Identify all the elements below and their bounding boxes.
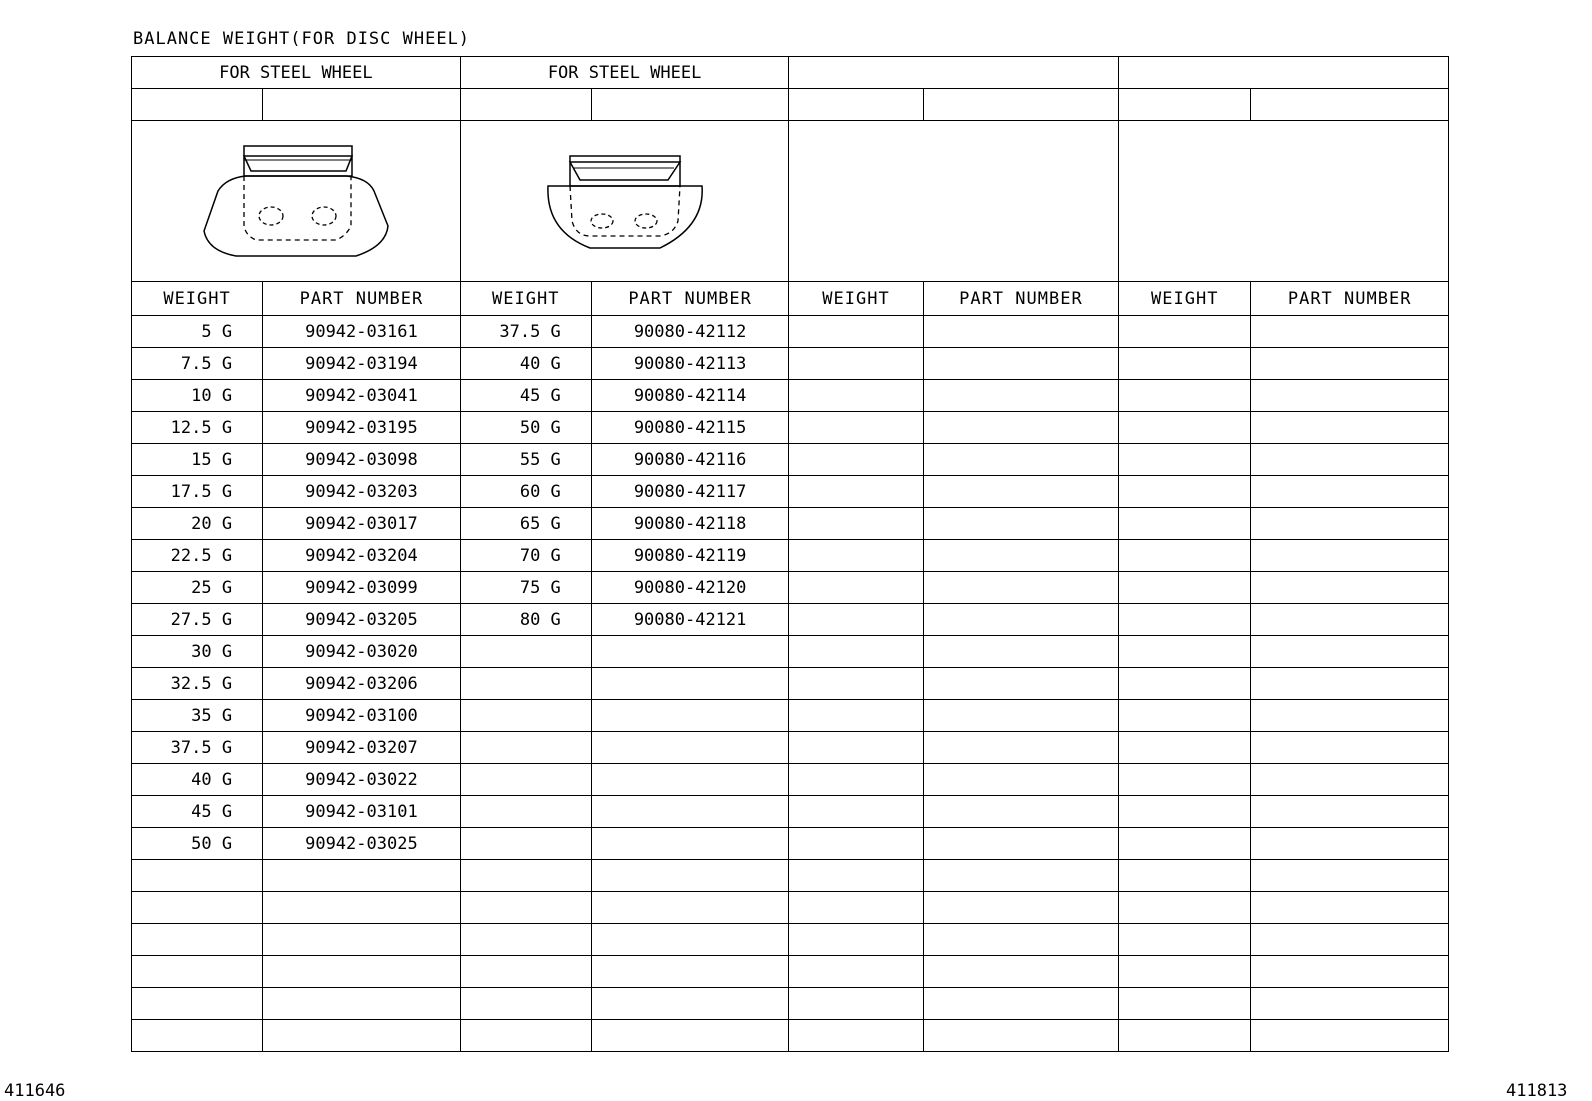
parts-table — [131, 56, 1449, 1052]
part-number-cell — [923, 444, 1119, 476]
subheader-cell — [789, 89, 923, 121]
part-number-cell — [923, 636, 1119, 668]
balance-weight-icon — [540, 146, 710, 256]
weight-cell — [460, 764, 591, 796]
part-number-cell: 90080-42120 — [591, 572, 789, 604]
part-number-cell — [923, 316, 1119, 348]
part-number-cell — [1251, 668, 1449, 700]
weight-cell — [1119, 700, 1251, 732]
weight-cell: 70 G — [460, 540, 591, 572]
weight-cell — [789, 1020, 923, 1052]
part-number-cell — [1251, 636, 1449, 668]
reference-code-left: 411646 — [4, 1081, 66, 1101]
weight-cell: 10 G — [132, 380, 263, 412]
weight-cell — [460, 956, 591, 988]
part-number-cell: 90080-42118 — [591, 508, 789, 540]
weight-cell: 35 G — [132, 700, 263, 732]
part-number-cell — [923, 668, 1119, 700]
weight-cell — [1119, 348, 1251, 380]
part-number-cell: 90942-03206 — [263, 668, 461, 700]
table-row — [132, 476, 1449, 508]
table-row — [132, 316, 1449, 348]
part-number-cell — [591, 764, 789, 796]
part-number-cell — [1251, 604, 1449, 636]
table-row — [132, 540, 1449, 572]
part-number-cell: 90080-42113 — [591, 348, 789, 380]
part-number-cell — [1251, 860, 1449, 892]
part-number-cell: 90942-03020 — [263, 636, 461, 668]
part-number-cell — [1251, 380, 1449, 412]
balance-weight-icon — [196, 136, 396, 266]
weight-cell: 80 G — [460, 604, 591, 636]
weight-cell — [460, 828, 591, 860]
table-row — [132, 348, 1449, 380]
part-number-cell — [591, 956, 789, 988]
weight-cell — [789, 476, 923, 508]
table-row — [132, 956, 1449, 988]
table-row — [132, 796, 1449, 828]
weight-cell: 50 G — [132, 828, 263, 860]
part-number-cell — [591, 732, 789, 764]
part-number-cell — [591, 828, 789, 860]
table-row — [132, 988, 1449, 1020]
table-row — [132, 380, 1449, 412]
weight-cell — [1119, 380, 1251, 412]
part-number-cell — [591, 1020, 789, 1052]
weight-cell — [132, 988, 263, 1020]
weight-cell: 50 G — [460, 412, 591, 444]
part-number-cell — [1251, 316, 1449, 348]
weight-cell — [789, 604, 923, 636]
part-number-cell: 90942-03025 — [263, 828, 461, 860]
part-number-cell: 90942-03161 — [263, 316, 461, 348]
table-row — [132, 604, 1449, 636]
subheader-cell — [132, 89, 263, 121]
part-number-cell: 90942-03098 — [263, 444, 461, 476]
weight-cell — [789, 444, 923, 476]
part-number-cell: 90942-03204 — [263, 540, 461, 572]
weight-cell — [789, 380, 923, 412]
part-number-cell — [923, 572, 1119, 604]
part-number-cell — [263, 988, 461, 1020]
part-number-cell: 90942-03099 — [263, 572, 461, 604]
part-number-cell — [923, 828, 1119, 860]
weight-cell — [1119, 828, 1251, 860]
weight-cell: 45 G — [460, 380, 591, 412]
subheader-cell — [263, 89, 461, 121]
part-number-cell — [1251, 476, 1449, 508]
part-number-cell — [1251, 764, 1449, 796]
weight-cell: 32.5 G — [132, 668, 263, 700]
part-number-cell: 90080-42115 — [591, 412, 789, 444]
part-number-cell: 90942-03194 — [263, 348, 461, 380]
part-number-cell — [591, 988, 789, 1020]
part-number-cell: 90080-42117 — [591, 476, 789, 508]
table-row — [132, 892, 1449, 924]
weight-cell: 65 G — [460, 508, 591, 540]
part-number-cell — [1251, 508, 1449, 540]
weight-header: WEIGHT — [789, 282, 923, 316]
weight-cell — [460, 636, 591, 668]
part-number-cell — [1251, 732, 1449, 764]
weight-cell — [789, 988, 923, 1020]
weight-cell: 40 G — [132, 764, 263, 796]
part-number-cell: 90942-03100 — [263, 700, 461, 732]
part-number-cell — [923, 956, 1119, 988]
part-number-header: PART NUMBER — [1251, 282, 1449, 316]
weight-cell: 17.5 G — [132, 476, 263, 508]
weight-cell — [789, 668, 923, 700]
subheader-cell — [923, 89, 1119, 121]
weight-cell: 60 G — [460, 476, 591, 508]
weight-cell — [132, 860, 263, 892]
subheader-row — [132, 89, 1449, 121]
weight-cell — [1119, 956, 1251, 988]
weight-cell — [789, 316, 923, 348]
part-number-cell — [1251, 892, 1449, 924]
part-number-cell: 90942-03207 — [263, 732, 461, 764]
part-number-cell — [923, 988, 1119, 1020]
part-number-cell — [263, 1020, 461, 1052]
part-number-cell — [1251, 700, 1449, 732]
part-number-header: PART NUMBER — [263, 282, 461, 316]
part-number-cell — [1251, 572, 1449, 604]
table-row — [132, 412, 1449, 444]
illustration-row — [132, 121, 1449, 282]
part-number-cell — [923, 348, 1119, 380]
column-header-row — [132, 282, 1449, 316]
part-number-cell: 90942-03022 — [263, 764, 461, 796]
section-header: FOR STEEL WHEEL — [460, 57, 789, 89]
part-number-cell — [923, 892, 1119, 924]
part-number-cell: 90080-42121 — [591, 604, 789, 636]
weight-cell — [789, 732, 923, 764]
part-number-cell — [591, 700, 789, 732]
part-number-cell — [1251, 924, 1449, 956]
weight-cell — [460, 924, 591, 956]
weight-cell — [789, 572, 923, 604]
part-number-cell — [1251, 828, 1449, 860]
weight-cell: 75 G — [460, 572, 591, 604]
weight-cell: 25 G — [132, 572, 263, 604]
part-number-cell — [923, 540, 1119, 572]
part-number-cell — [1251, 1020, 1449, 1052]
part-number-cell — [1251, 444, 1449, 476]
part-number-cell — [923, 732, 1119, 764]
part-number-cell — [263, 892, 461, 924]
weight-cell — [460, 988, 591, 1020]
section-header — [1119, 57, 1449, 89]
part-number-cell — [923, 700, 1119, 732]
weight-cell — [1119, 764, 1251, 796]
section-header — [789, 57, 1119, 89]
weight-cell — [789, 636, 923, 668]
weight-cell: 30 G — [132, 636, 263, 668]
weight-cell — [789, 796, 923, 828]
illustration-cell — [789, 121, 1119, 282]
part-number-cell: 90080-42116 — [591, 444, 789, 476]
part-number-cell — [1251, 412, 1449, 444]
part-number-cell — [591, 892, 789, 924]
part-number-cell — [1251, 348, 1449, 380]
part-number-cell — [923, 924, 1119, 956]
part-number-cell — [1251, 540, 1449, 572]
weight-cell — [789, 764, 923, 796]
weight-cell — [460, 892, 591, 924]
subheader-cell — [1119, 89, 1251, 121]
weight-cell — [789, 892, 923, 924]
weight-cell — [460, 700, 591, 732]
weight-cell — [789, 348, 923, 380]
weight-cell — [1119, 412, 1251, 444]
part-number-cell: 90080-42119 — [591, 540, 789, 572]
table-row — [132, 700, 1449, 732]
weight-cell — [1119, 444, 1251, 476]
weight-header: WEIGHT — [460, 282, 591, 316]
weight-cell: 12.5 G — [132, 412, 263, 444]
weight-cell — [1119, 508, 1251, 540]
weight-cell — [1119, 668, 1251, 700]
weight-cell — [1119, 924, 1251, 956]
weight-cell: 45 G — [132, 796, 263, 828]
weight-cell: 37.5 G — [132, 732, 263, 764]
weight-cell — [132, 956, 263, 988]
subheader-cell — [1251, 89, 1449, 121]
part-number-header: PART NUMBER — [591, 282, 789, 316]
part-number-cell: 90080-42112 — [591, 316, 789, 348]
table-row — [132, 444, 1449, 476]
weight-cell — [132, 892, 263, 924]
table-row — [132, 860, 1449, 892]
weight-cell — [789, 700, 923, 732]
table-row — [132, 732, 1449, 764]
weight-cell — [1119, 572, 1251, 604]
weight-cell — [460, 860, 591, 892]
weight-cell — [460, 732, 591, 764]
table-row — [132, 1020, 1449, 1052]
weight-cell — [460, 1020, 591, 1052]
weight-cell — [1119, 476, 1251, 508]
part-number-cell — [591, 636, 789, 668]
weight-cell — [789, 924, 923, 956]
weight-cell — [132, 1020, 263, 1052]
weight-cell — [789, 412, 923, 444]
part-number-cell — [1251, 988, 1449, 1020]
weight-cell — [1119, 732, 1251, 764]
part-number-cell: 90080-42114 — [591, 380, 789, 412]
weight-cell — [1119, 860, 1251, 892]
weight-cell: 5 G — [132, 316, 263, 348]
reference-code-right: 411813 — [1506, 1081, 1568, 1101]
weight-cell — [789, 540, 923, 572]
weight-cell — [789, 828, 923, 860]
part-number-cell — [923, 380, 1119, 412]
weight-header: WEIGHT — [132, 282, 263, 316]
weight-cell: 22.5 G — [132, 540, 263, 572]
part-number-cell — [591, 668, 789, 700]
weight-cell: 40 G — [460, 348, 591, 380]
weight-cell — [1119, 892, 1251, 924]
weight-cell: 27.5 G — [132, 604, 263, 636]
table-row — [132, 572, 1449, 604]
table-row — [132, 828, 1449, 860]
part-number-cell — [923, 604, 1119, 636]
part-number-cell — [923, 508, 1119, 540]
weight-cell — [460, 796, 591, 828]
weight-cell: 15 G — [132, 444, 263, 476]
part-number-cell — [591, 860, 789, 892]
section-header-row — [132, 57, 1449, 89]
illustration-cell — [1119, 121, 1449, 282]
weight-cell — [1119, 988, 1251, 1020]
weight-cell: 55 G — [460, 444, 591, 476]
table-row — [132, 636, 1449, 668]
part-number-cell — [923, 796, 1119, 828]
part-number-cell — [1251, 796, 1449, 828]
table-row — [132, 924, 1449, 956]
weight-header: WEIGHT — [1119, 282, 1251, 316]
section-header: FOR STEEL WHEEL — [132, 57, 461, 89]
part-number-cell: 90942-03101 — [263, 796, 461, 828]
part-number-cell — [591, 796, 789, 828]
part-number-cell — [923, 860, 1119, 892]
table-row — [132, 668, 1449, 700]
weight-cell: 20 G — [132, 508, 263, 540]
table-row — [132, 764, 1449, 796]
subheader-cell — [460, 89, 591, 121]
part-number-cell: 90942-03195 — [263, 412, 461, 444]
weight-cell — [789, 860, 923, 892]
weight-cell — [789, 508, 923, 540]
part-number-cell: 90942-03203 — [263, 476, 461, 508]
weight-cell — [132, 924, 263, 956]
part-number-cell — [263, 956, 461, 988]
illustration-cell — [132, 121, 461, 282]
part-number-cell — [923, 476, 1119, 508]
part-number-cell — [591, 924, 789, 956]
part-number-cell — [923, 412, 1119, 444]
weight-cell: 37.5 G — [460, 316, 591, 348]
weight-cell — [1119, 796, 1251, 828]
page-title: BALANCE WEIGHT(FOR DISC WHEEL) — [133, 29, 471, 49]
part-number-cell — [1251, 956, 1449, 988]
weight-cell — [1119, 1020, 1251, 1052]
weight-cell — [1119, 316, 1251, 348]
part-number-cell: 90942-03017 — [263, 508, 461, 540]
weight-cell: 7.5 G — [132, 348, 263, 380]
weight-cell — [1119, 636, 1251, 668]
subheader-cell — [591, 89, 789, 121]
part-number-cell — [263, 924, 461, 956]
part-number-cell: 90942-03205 — [263, 604, 461, 636]
part-number-cell: 90942-03041 — [263, 380, 461, 412]
weight-cell — [460, 668, 591, 700]
weight-cell — [789, 956, 923, 988]
part-number-cell — [923, 1020, 1119, 1052]
illustration-cell — [460, 121, 789, 282]
part-number-cell — [263, 860, 461, 892]
part-number-header: PART NUMBER — [923, 282, 1119, 316]
table-row — [132, 508, 1449, 540]
weight-cell — [1119, 604, 1251, 636]
weight-cell — [1119, 540, 1251, 572]
part-number-cell — [923, 764, 1119, 796]
